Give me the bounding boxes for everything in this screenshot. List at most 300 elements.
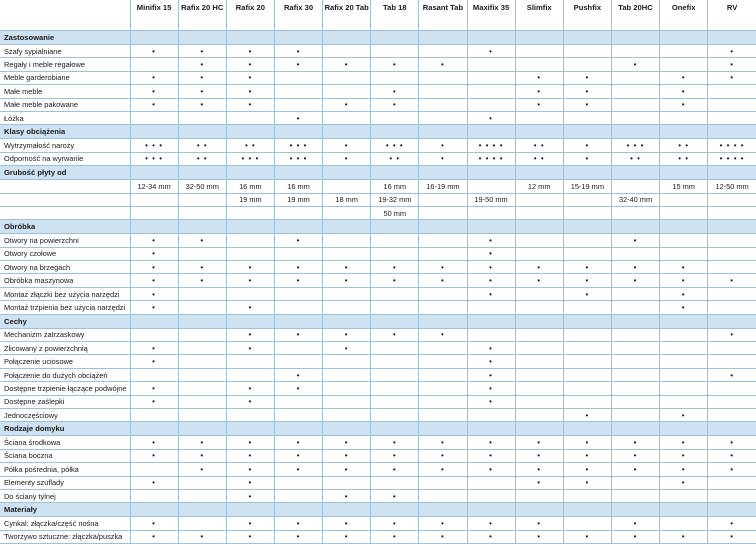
section-header-row — [0, 422, 756, 436]
marker-cell — [611, 98, 659, 111]
marker-cell: • — [371, 436, 419, 449]
marker-cell: • — [660, 85, 708, 98]
section-fill-cell — [130, 31, 178, 45]
marker-cell — [178, 489, 226, 502]
column-header: Slimfix — [515, 0, 563, 31]
table-row — [0, 180, 756, 193]
row-label: Mechanizm zatrzaskowy — [0, 328, 130, 341]
marker-cell — [467, 85, 515, 98]
table-row — [0, 193, 756, 206]
table-row — [0, 408, 756, 421]
section-fill-cell — [660, 125, 708, 139]
row-label: Ściana środkowa — [0, 436, 130, 449]
section-title: Obróbka — [0, 220, 130, 234]
marker-cell: • — [178, 436, 226, 449]
marker-cell — [226, 206, 274, 219]
marker-cell — [274, 489, 322, 502]
row-label: Połączenie do dużych obciążeń — [0, 368, 130, 381]
section-fill-cell — [371, 422, 419, 436]
marker-cell: • — [660, 98, 708, 111]
marker-cell: • — [371, 85, 419, 98]
row-label: Małe meble pakowane — [0, 98, 130, 111]
marker-cell — [708, 193, 756, 206]
marker-cell: • — [467, 436, 515, 449]
column-header: Minifix 15 — [130, 0, 178, 31]
marker-cell — [660, 193, 708, 206]
marker-cell: • — [611, 234, 659, 247]
value-cell: 50 mm — [371, 206, 419, 219]
marker-cell — [323, 395, 371, 408]
marker-cell: • — [274, 274, 322, 287]
marker-cell: • — [226, 530, 274, 543]
row-label: Dostępne trzpienie łączące podwójne — [0, 382, 130, 395]
marker-cell: • — [323, 489, 371, 502]
marker-cell: • — [611, 449, 659, 462]
marker-cell: • — [611, 530, 659, 543]
table-row — [0, 261, 756, 274]
marker-cell — [323, 408, 371, 421]
section-fill-cell — [419, 314, 467, 328]
marker-cell — [274, 98, 322, 111]
marker-cell — [419, 98, 467, 111]
marker-cell — [563, 328, 611, 341]
section-fill-cell — [178, 125, 226, 139]
marker-cell: • — [226, 274, 274, 287]
marker-cell — [660, 111, 708, 124]
marker-cell — [323, 247, 371, 260]
marker-cell: • — [419, 436, 467, 449]
marker-cell — [660, 342, 708, 355]
marker-cell — [660, 368, 708, 381]
table-row — [0, 45, 756, 58]
section-fill-cell — [708, 166, 756, 180]
section-fill-cell — [563, 503, 611, 517]
marker-cell — [515, 206, 563, 219]
marker-cell: • — [130, 274, 178, 287]
marker-cell: • — [226, 45, 274, 58]
marker-cell: • — [371, 261, 419, 274]
row-label: Cynkal: złączka/część nośna — [0, 517, 130, 530]
marker-cell — [419, 71, 467, 84]
marker-cell: • — [323, 274, 371, 287]
marker-cell — [515, 489, 563, 502]
marker-cell — [419, 489, 467, 502]
marker-cell: • — [130, 517, 178, 530]
marker-cell — [467, 301, 515, 314]
marker-cell: • — [419, 328, 467, 341]
marker-cell — [563, 342, 611, 355]
marker-cell — [708, 382, 756, 395]
section-fill-cell — [130, 503, 178, 517]
section-fill-cell — [611, 31, 659, 45]
table-body — [0, 31, 756, 544]
marker-cell: • — [419, 58, 467, 71]
marker-cell: • — [515, 261, 563, 274]
marker-cell: • — [467, 234, 515, 247]
marker-cell: • • — [660, 152, 708, 165]
marker-cell — [611, 368, 659, 381]
marker-cell: • — [226, 301, 274, 314]
marker-cell: • — [371, 517, 419, 530]
marker-cell — [226, 247, 274, 260]
marker-cell: • — [660, 261, 708, 274]
marker-cell — [130, 489, 178, 502]
marker-cell: • — [467, 45, 515, 58]
marker-cell: • • • • — [708, 152, 756, 165]
marker-cell — [467, 489, 515, 502]
marker-cell: • — [467, 261, 515, 274]
marker-cell: • — [226, 517, 274, 530]
row-label: Półka pośrednia, półka — [0, 463, 130, 476]
section-fill-cell — [371, 125, 419, 139]
column-header: Maxifix 35 — [467, 0, 515, 31]
marker-cell: • — [467, 355, 515, 368]
marker-cell — [660, 395, 708, 408]
marker-cell: • — [563, 449, 611, 462]
marker-cell — [371, 355, 419, 368]
section-fill-cell — [274, 314, 322, 328]
section-fill-cell — [274, 31, 322, 45]
marker-cell: • — [515, 517, 563, 530]
section-title: Rodzaje domyku — [0, 422, 130, 436]
marker-cell — [563, 368, 611, 381]
marker-cell — [178, 328, 226, 341]
marker-cell: • • — [660, 139, 708, 152]
section-fill-cell — [130, 125, 178, 139]
marker-cell — [371, 287, 419, 300]
marker-cell: • • • • — [467, 139, 515, 152]
marker-cell — [563, 193, 611, 206]
marker-cell: • — [467, 111, 515, 124]
marker-cell — [178, 247, 226, 260]
section-fill-cell — [467, 31, 515, 45]
row-label: Montaż złączki bez użycia narzędzi — [0, 287, 130, 300]
marker-cell — [563, 58, 611, 71]
marker-cell: • — [708, 368, 756, 381]
marker-cell: • — [467, 530, 515, 543]
marker-cell: • — [323, 530, 371, 543]
marker-cell: • — [708, 58, 756, 71]
marker-cell — [515, 193, 563, 206]
marker-cell — [419, 85, 467, 98]
marker-cell — [515, 328, 563, 341]
value-cell: 16-19 mm — [419, 180, 467, 193]
marker-cell — [371, 408, 419, 421]
marker-cell: • — [226, 476, 274, 489]
marker-cell: • — [515, 436, 563, 449]
row-label: Obróbka maszynowa — [0, 274, 130, 287]
marker-cell — [130, 463, 178, 476]
row-label: Otwory czołowe — [0, 247, 130, 260]
marker-cell: • — [467, 463, 515, 476]
section-fill-cell — [611, 166, 659, 180]
marker-cell — [660, 247, 708, 260]
marker-cell: • — [130, 45, 178, 58]
marker-cell: • — [323, 98, 371, 111]
marker-cell — [419, 476, 467, 489]
marker-cell — [611, 328, 659, 341]
marker-cell: • — [611, 436, 659, 449]
marker-cell: • — [660, 274, 708, 287]
marker-cell: • — [226, 449, 274, 462]
marker-cell — [274, 71, 322, 84]
marker-cell — [130, 368, 178, 381]
marker-cell — [515, 247, 563, 260]
marker-cell: • • • — [130, 152, 178, 165]
marker-cell — [178, 301, 226, 314]
marker-cell — [611, 342, 659, 355]
marker-cell: • — [515, 85, 563, 98]
marker-cell — [419, 301, 467, 314]
table-row — [0, 476, 756, 489]
marker-cell — [274, 301, 322, 314]
marker-cell: • — [467, 274, 515, 287]
marker-cell — [660, 45, 708, 58]
marker-cell — [563, 247, 611, 260]
marker-cell: • — [323, 328, 371, 341]
marker-cell: • • • • — [708, 139, 756, 152]
marker-cell — [660, 517, 708, 530]
column-header: Rafix 20 HC — [178, 0, 226, 31]
marker-cell: • — [371, 328, 419, 341]
marker-cell: • — [323, 463, 371, 476]
marker-cell: • — [130, 342, 178, 355]
marker-cell: • — [274, 368, 322, 381]
section-fill-cell — [226, 422, 274, 436]
marker-cell: • — [130, 261, 178, 274]
marker-cell — [274, 342, 322, 355]
marker-cell: • — [611, 58, 659, 71]
marker-cell: • — [419, 139, 467, 152]
marker-cell — [371, 247, 419, 260]
marker-cell: • — [226, 261, 274, 274]
marker-cell: • — [515, 98, 563, 111]
table-row — [0, 368, 756, 381]
marker-cell: • — [323, 517, 371, 530]
marker-cell — [611, 111, 659, 124]
section-fill-cell — [178, 220, 226, 234]
marker-cell: • — [274, 234, 322, 247]
marker-cell: • — [371, 274, 419, 287]
marker-cell — [660, 355, 708, 368]
marker-cell — [611, 287, 659, 300]
section-fill-cell — [226, 166, 274, 180]
marker-cell — [178, 342, 226, 355]
marker-cell — [419, 395, 467, 408]
column-header: Rafix 20 — [226, 0, 274, 31]
section-fill-cell — [274, 422, 322, 436]
marker-cell — [371, 301, 419, 314]
marker-cell: • — [274, 261, 322, 274]
marker-cell — [708, 301, 756, 314]
marker-cell: • — [274, 58, 322, 71]
marker-cell — [563, 111, 611, 124]
marker-cell — [708, 489, 756, 502]
section-header-row — [0, 166, 756, 180]
section-header-row — [0, 31, 756, 45]
section-fill-cell — [178, 166, 226, 180]
marker-cell: • — [274, 111, 322, 124]
row-label: Wytrzymałość naroży — [0, 139, 130, 152]
marker-cell — [323, 355, 371, 368]
value-cell: 19 mm — [226, 193, 274, 206]
section-fill-cell — [611, 422, 659, 436]
marker-cell — [611, 45, 659, 58]
marker-cell — [323, 476, 371, 489]
marker-cell: • — [515, 463, 563, 476]
marker-cell: • — [419, 261, 467, 274]
section-fill-cell — [371, 166, 419, 180]
marker-cell: • — [274, 382, 322, 395]
row-label: Meble garderobiane — [0, 71, 130, 84]
marker-cell: • — [130, 85, 178, 98]
section-fill-cell — [323, 125, 371, 139]
value-cell: 15-19 mm — [563, 180, 611, 193]
section-fill-cell — [563, 314, 611, 328]
row-label: Otwory na powierzchni — [0, 234, 130, 247]
marker-cell: • — [178, 71, 226, 84]
value-cell: 12-50 mm — [708, 180, 756, 193]
marker-cell — [708, 206, 756, 219]
marker-cell — [660, 328, 708, 341]
marker-cell — [611, 301, 659, 314]
marker-cell: • • — [178, 139, 226, 152]
marker-cell: • • • — [274, 152, 322, 165]
marker-cell: • • • — [371, 139, 419, 152]
marker-cell: • — [467, 368, 515, 381]
section-fill-cell — [660, 31, 708, 45]
section-fill-cell — [611, 125, 659, 139]
marker-cell: • — [467, 287, 515, 300]
marker-cell — [660, 489, 708, 502]
marker-cell — [274, 247, 322, 260]
marker-cell: • — [226, 489, 274, 502]
marker-cell — [467, 58, 515, 71]
marker-cell: • — [323, 436, 371, 449]
marker-cell — [178, 355, 226, 368]
table-row — [0, 395, 756, 408]
marker-cell: • — [563, 436, 611, 449]
marker-cell: • — [371, 449, 419, 462]
marker-cell — [467, 98, 515, 111]
marker-cell — [178, 368, 226, 381]
marker-cell — [515, 408, 563, 421]
row-label: Tworzywo sztuczne: złączka/puszka — [0, 530, 130, 543]
section-fill-cell — [515, 314, 563, 328]
section-fill-cell — [371, 220, 419, 234]
marker-cell — [226, 111, 274, 124]
marker-cell: • • — [226, 139, 274, 152]
marker-cell — [130, 111, 178, 124]
marker-cell: • — [226, 58, 274, 71]
section-header-row — [0, 503, 756, 517]
marker-cell: • — [563, 139, 611, 152]
marker-cell — [226, 287, 274, 300]
marker-cell: • — [515, 476, 563, 489]
table-row — [0, 274, 756, 287]
marker-cell: • — [178, 58, 226, 71]
marker-cell — [178, 382, 226, 395]
table-row — [0, 328, 756, 341]
marker-cell — [371, 234, 419, 247]
marker-cell: • — [226, 342, 274, 355]
marker-cell — [467, 476, 515, 489]
marker-cell: • — [226, 71, 274, 84]
row-label: Małe meble — [0, 85, 130, 98]
marker-cell — [130, 328, 178, 341]
marker-cell — [419, 45, 467, 58]
marker-cell: • — [708, 463, 756, 476]
marker-cell: • — [274, 449, 322, 462]
table-row — [0, 382, 756, 395]
section-fill-cell — [515, 31, 563, 45]
marker-cell: • — [467, 449, 515, 462]
marker-cell — [178, 287, 226, 300]
table-row — [0, 152, 756, 165]
marker-cell: • — [178, 274, 226, 287]
marker-cell: • — [419, 517, 467, 530]
marker-cell — [178, 395, 226, 408]
marker-cell: • — [467, 382, 515, 395]
marker-cell: • — [515, 449, 563, 462]
section-fill-cell — [467, 220, 515, 234]
marker-cell — [323, 71, 371, 84]
marker-cell: • — [563, 530, 611, 543]
marker-cell — [708, 395, 756, 408]
table-row — [0, 517, 756, 530]
marker-cell — [371, 382, 419, 395]
marker-cell: • — [563, 287, 611, 300]
marker-cell — [419, 382, 467, 395]
marker-cell — [515, 111, 563, 124]
marker-cell: • — [130, 395, 178, 408]
marker-cell — [660, 234, 708, 247]
marker-cell — [708, 85, 756, 98]
table-row — [0, 58, 756, 71]
marker-cell: • — [323, 449, 371, 462]
row-label: Odporność na wyrwanie — [0, 152, 130, 165]
marker-cell — [563, 301, 611, 314]
marker-cell: • — [708, 436, 756, 449]
marker-cell: • • • — [274, 139, 322, 152]
section-fill-cell — [178, 31, 226, 45]
section-fill-cell — [178, 503, 226, 517]
marker-cell — [419, 368, 467, 381]
column-header: Tab 20HC — [611, 0, 659, 31]
section-fill-cell — [226, 503, 274, 517]
marker-cell — [323, 287, 371, 300]
row-label: Elementy szuflady — [0, 476, 130, 489]
marker-cell — [371, 395, 419, 408]
marker-cell: • — [419, 463, 467, 476]
marker-cell — [515, 342, 563, 355]
section-fill-cell — [371, 503, 419, 517]
section-fill-cell — [419, 166, 467, 180]
table-row — [0, 206, 756, 219]
marker-cell — [419, 287, 467, 300]
section-fill-cell — [371, 314, 419, 328]
marker-cell — [467, 71, 515, 84]
marker-cell: • — [708, 328, 756, 341]
marker-cell — [178, 408, 226, 421]
marker-cell — [419, 206, 467, 219]
marker-cell — [515, 395, 563, 408]
marker-cell — [611, 247, 659, 260]
table-row — [0, 71, 756, 84]
marker-cell — [178, 111, 226, 124]
column-header: Tab 18 — [371, 0, 419, 31]
marker-cell: • — [371, 530, 419, 543]
